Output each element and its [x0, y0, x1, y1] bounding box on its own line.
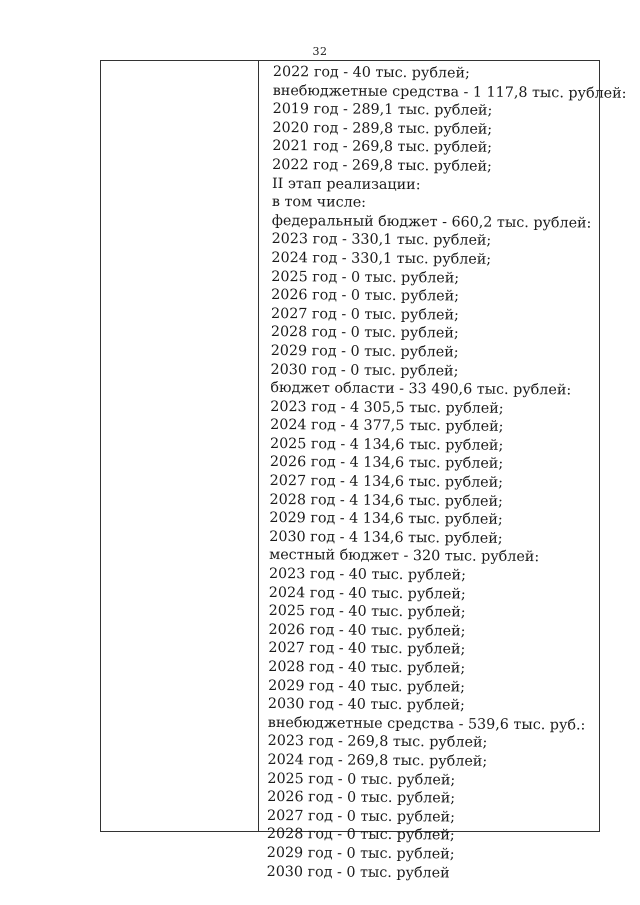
funding-table — [100, 60, 627, 881]
text-line: 2024 год - 269,8 тыс. рублей; — [267, 751, 488, 770]
text-line: 2023 год - 330,1 тыс. рублей; — [271, 231, 492, 250]
text-line: внебюджетные средства - 1 117,8 тыс. рублей: — [272, 82, 627, 102]
text-line: 2024 год - 40 тыс. рублей; — [268, 584, 466, 603]
text-line: 2020 год - 289,8 тыс. рублей; — [272, 119, 493, 138]
text-line: 2028 год - 40 тыс. рублей; — [268, 658, 466, 677]
text-line: 2023 год - 269,8 тыс. рублей; — [267, 733, 488, 752]
text-line: 2024 год - 4 377,5 тыс. рублей; — [270, 417, 504, 436]
text-line: 2023 год - 4 305,5 тыс. рублей; — [270, 398, 504, 417]
table-right-cell — [259, 61, 627, 881]
text-line: 2026 год - 40 тыс. рублей; — [268, 621, 466, 640]
text-line: 2029 год - 0 тыс. рублей; — [266, 844, 455, 863]
funding-lines — [266, 63, 627, 884]
text-line: 2028 год - 0 тыс. рублей; — [270, 324, 459, 342]
text-line: 2029 год - 40 тыс. рублей; — [268, 677, 466, 696]
text-line: 2030 год - 4 134,6 тыс. рублей; — [269, 528, 503, 547]
text-line: 2029 год - 4 134,6 тыс. рублей; — [269, 510, 503, 529]
text-line: 2025 год - 0 тыс. рублей; — [267, 770, 456, 789]
text-line: 2028 год - 0 тыс. рублей; — [266, 826, 455, 844]
text-line: федеральный бюджет - 660,2 тыс. рублей: — [271, 212, 592, 232]
text-line: 2028 год - 4 134,6 тыс. рублей; — [269, 491, 503, 510]
text-line: 2027 год - 0 тыс. рублей; — [270, 305, 459, 324]
text-line: 2019 год - 289,1 тыс. рублей; — [272, 101, 493, 119]
table-left-cell — [101, 61, 259, 831]
text-line: 2021 год - 269,8 тыс. рублей; — [272, 138, 493, 157]
text-line: бюджет области - 33 490,6 тыс. рублей: — [270, 380, 572, 399]
text-line: 2025 год - 4 134,6 тыс. рублей; — [269, 435, 504, 454]
text-line: 2025 год - 0 тыс. рублей; — [271, 268, 460, 286]
text-line: 2027 год - 40 тыс. рублей; — [268, 640, 466, 658]
text-line: 2026 год - 4 134,6 тыс. рублей; — [269, 454, 504, 473]
text-line: 2026 год - 0 тыс. рублей; — [267, 789, 456, 807]
text-line: местный бюджет - 320 тыс. рублей: — [269, 547, 540, 566]
text-line: 2027 год - 0 тыс. рублей; — [267, 807, 455, 826]
text-line: 2024 год - 330,1 тыс. рублей; — [271, 249, 492, 268]
text-line: 2025 год - 40 тыс. рублей; — [268, 603, 466, 621]
text-line: 2030 год - 40 тыс. рублей; — [267, 696, 465, 714]
page-number: 32 — [312, 45, 328, 58]
text-line: внебюджетные средства - 539,6 тыс. руб.: — [267, 714, 586, 734]
text-line: 2023 год - 40 тыс. рублей; — [268, 566, 466, 584]
text-line: 2029 год - 0 тыс. рублей; — [270, 342, 459, 361]
text-line: II этап реализации: — [271, 175, 421, 193]
text-line: 2030 год - 0 тыс. рублей; — [270, 361, 459, 379]
text-line: 2027 год - 4 134,6 тыс. рублей; — [269, 473, 504, 491]
text-line: 2022 год - 269,8 тыс. рублей; — [272, 156, 492, 175]
text-line: 2026 год - 0 тыс. рублей; — [271, 287, 460, 305]
text-line: 2030 год - 0 тыс. рублей — [266, 863, 450, 881]
text-line: в том числе: — [271, 194, 367, 211]
text-line: 2022 год - 40 тыс. рублей; — [272, 63, 470, 82]
